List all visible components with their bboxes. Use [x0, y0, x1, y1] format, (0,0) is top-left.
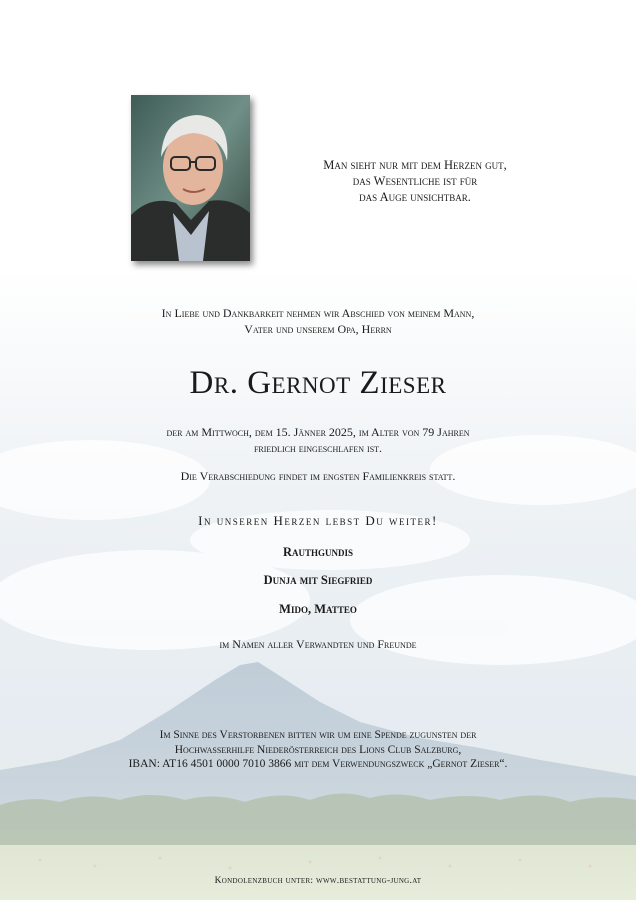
donation-line-2: Hochwasserhilfe Niederösterreich des Lions Club Salzburg,	[174, 743, 462, 756]
death-notice-line-2: friedlich eingeschlafen ist.	[253, 441, 383, 455]
death-notice-line-1: der am Mittwoch, dem 15. Jänner 2025, im Alter von 79 Jahren	[166, 425, 470, 439]
intro	[0, 305, 636, 337]
quote-line-3: das Auge unsichtbar.	[359, 190, 471, 204]
heart-line: In unseren Herzen lebst Du weiter!	[198, 513, 438, 528]
donation-line-3: IBAN: AT16 4501 0000 7010 3866 mit dem Verwendungszweck „Gernot Zieser“.	[128, 758, 508, 770]
intro-line-1: In Liebe und Dankbarkeit nehmen wir Abschied von meinem Mann,	[161, 306, 475, 320]
family-member: Dunja mit Siegfried	[263, 573, 373, 587]
family-member: Mido, Matteo	[279, 602, 357, 616]
donation-notice	[0, 728, 636, 772]
relatives-line: im Namen aller Verwandten und Freunde	[219, 637, 417, 651]
death-notice	[0, 424, 636, 456]
quote-line-2: das Wesentliche ist für	[352, 174, 478, 188]
quote	[300, 157, 530, 205]
portrait-photo	[131, 95, 250, 261]
intro-line-2: Vater und unserem Opa, Herrn	[244, 322, 392, 336]
family-member: Rauthgundis	[282, 545, 354, 559]
donation-line-1: Im Sinne des Verstorbenen bitten wir um eine Spende zugunsten der	[159, 729, 477, 741]
quote-line-1: Man sieht nur mit dem Herzen gut,	[323, 158, 507, 172]
deceased-name: Dr. Gernot Zieser	[189, 365, 447, 401]
farewell-notice: Die Verabschiedung findet im engsten Familienkreis statt.	[180, 469, 456, 483]
guestbook-link[interactable]: Kondolenzbuch unter: www.bestattung-jung.at	[214, 876, 422, 886]
